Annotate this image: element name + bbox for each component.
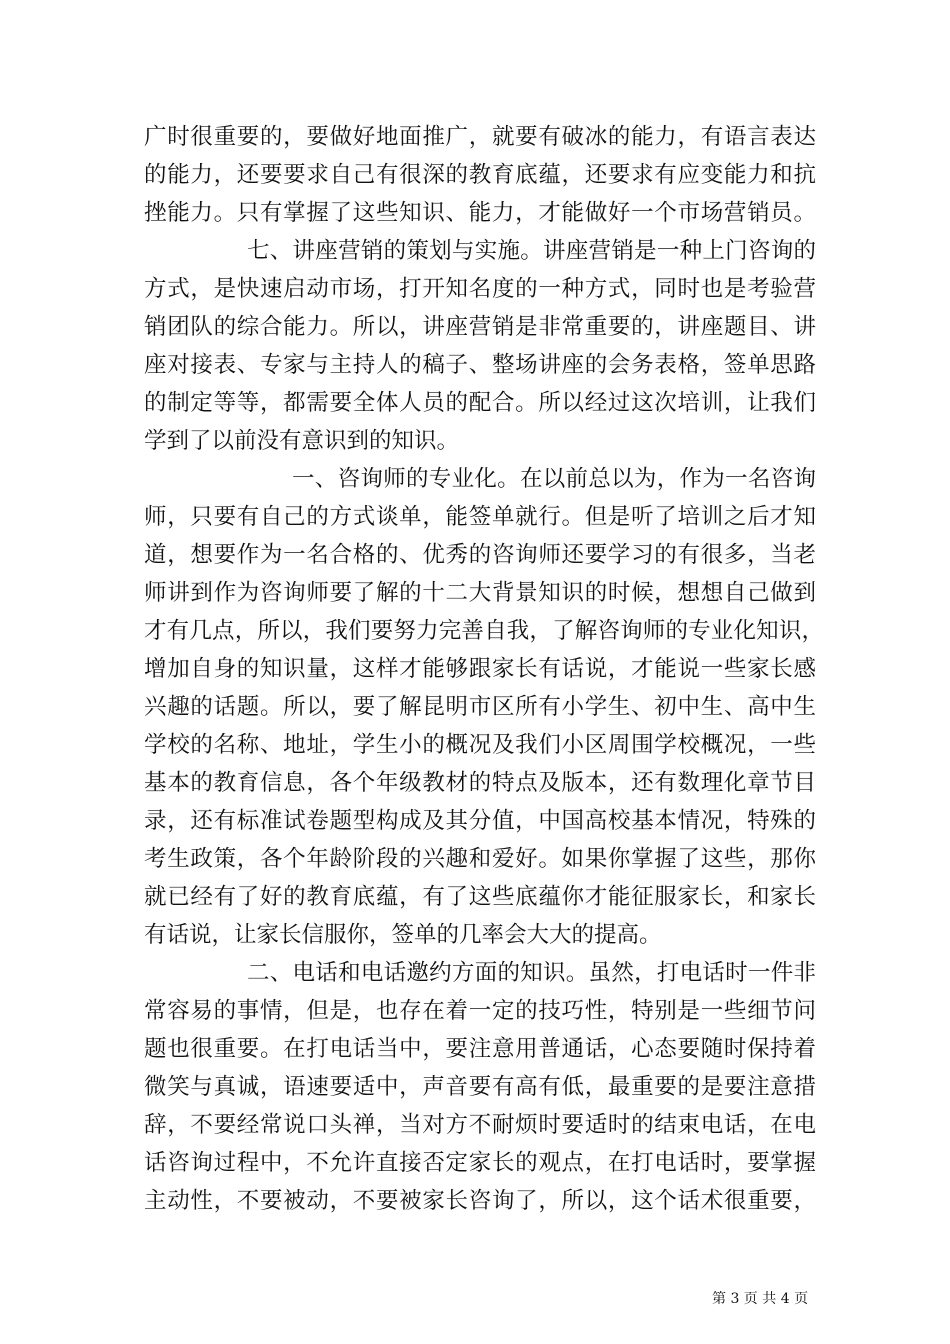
text-line: 才有几点，所以，我们要努力完善自我，了解咨询师的专业化知识， <box>144 618 824 644</box>
text-line: 录，还有标准试卷题型构成及其分值，中国高校基本情况，特殊的 <box>144 808 816 834</box>
text-line: 增加自身的知识量，这样才能够跟家长有话说，才能说一些家长感 <box>144 656 816 682</box>
text-line: 就已经有了好的教育底蕴，有了这些底蕴你才能征服家长，和家长 <box>144 884 816 910</box>
text-line: 广时很重要的，要做好地面推广，就要有破冰的能力，有语言表达 <box>144 124 816 150</box>
page-number-footer: 第 3 页 共 4 页 <box>712 1291 809 1307</box>
text-line: 的制定等等，都需要全体人员的配合。所以经过这次培训，让我们 <box>144 390 816 416</box>
text-line: 主动性，不要被动，不要被家长咨询了，所以，这个话术很重要， <box>144 1188 816 1214</box>
text-line: 题也很重要。在打电话当中，要注意用普通话，心态要随时保持着 <box>144 1036 816 1062</box>
text-line: 常容易的事情，但是，也存在着一定的技巧性，特别是一些细节问 <box>144 998 816 1024</box>
text-line: 挫能力。只有掌握了这些知识、能力，才能做好一个市场营销员。 <box>144 200 816 226</box>
text-line: 考生政策，各个年龄阶段的兴趣和爱好。如果你掌握了这些，那你 <box>144 846 816 872</box>
text-line: 兴趣的话题。所以，要了解昆明市区所有小学生、初中生、高中生 <box>144 694 816 720</box>
text-line: 微笑与真诚，语速要适中，声音要有高有低，最重要的是要注意措 <box>144 1074 816 1100</box>
text-line: 话咨询过程中，不允许直接否定家长的观点，在打电话时，要掌握 <box>144 1150 816 1176</box>
text-line: 销团队的综合能力。所以，讲座营销是非常重要的，讲座题目、讲 <box>144 314 816 340</box>
paragraph-heading-2: 二、电话和电话邀约方面的知识。虽然，打电话时一件非 <box>247 960 816 986</box>
paragraph-heading-1: 一、咨询师的专业化。在以前总以为，作为一名咨询 <box>292 466 816 492</box>
text-line: 学到了以前没有意识到的知识。 <box>144 428 460 454</box>
text-line: 基本的教育信息，各个年级教材的特点及版本，还有数理化章节目 <box>144 770 816 796</box>
text-line: 有话说，让家长信服你，签单的几率会大大的提高。 <box>144 922 662 948</box>
text-line: 辞，不要经常说口头禅，当对方不耐烦时要适时的结束电话，在电 <box>144 1112 816 1138</box>
text-line: 座对接表、专家与主持人的稿子、整场讲座的会务表格，签单思路 <box>144 352 816 378</box>
text-line: 的能力，还要要求自己有很深的教育底蕴，还要求有应变能力和抗 <box>144 162 816 188</box>
text-line: 师讲到作为咨询师要了解的十二大背景知识的时候，想想自己做到 <box>144 580 816 606</box>
text-line: 方式，是快速启动市场，打开知名度的一种方式，同时也是考验营 <box>144 276 816 302</box>
text-line: 道，想要作为一名合格的、优秀的咨询师还要学习的有很多，当老 <box>144 542 816 568</box>
text-line: 学校的名称、地址，学生小的概况及我们小区周围学校概况，一些 <box>144 732 816 758</box>
text-line: 师，只要有自己的方式谈单，能签单就行。但是听了培训之后才知 <box>144 504 816 530</box>
paragraph-heading-7: 七、讲座营销的策划与实施。讲座营销是一种上门咨询的 <box>247 238 816 264</box>
